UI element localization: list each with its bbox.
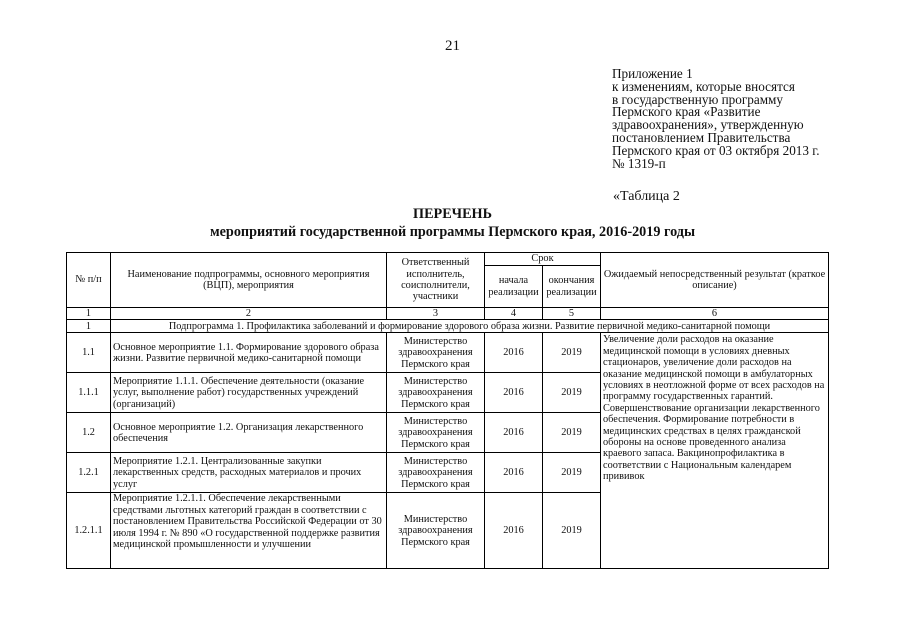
- row-name: Мероприятие 1.2.1. Централизованные закупки лекарственных средств, расходных материалов и прочих услуг: [111, 453, 387, 493]
- appendix-line: Пермского края «Развитие: [612, 104, 761, 120]
- header-result: Ожидаемый непосредственный результат (краткое описание): [601, 253, 829, 308]
- row-end: 2019: [543, 453, 601, 493]
- row-responsible: Министерство здравоохранения Пермского края: [387, 453, 485, 493]
- row-name: Основное мероприятие 1.1. Формирование здорового образа жизни. Развитие первичной медико-санитарной помощи: [111, 333, 387, 373]
- row-end: 2019: [543, 493, 601, 569]
- row-num: 1.1: [67, 333, 111, 373]
- row-end: 2019: [543, 333, 601, 373]
- header-start: начала реализации: [485, 266, 543, 308]
- subprogram-row: [67, 320, 829, 333]
- row-responsible: Министерство здравоохранения Пермского края: [387, 493, 485, 569]
- appendix-line: в государственную программу: [612, 91, 783, 107]
- appendix-line: Приложение 1: [612, 66, 693, 81]
- appendix-line: здравоохранения», утвержденную: [612, 117, 804, 133]
- header-term: Срок: [485, 253, 601, 266]
- row-responsible: Министерство здравоохранения Пермского края: [387, 373, 485, 413]
- table-row: [67, 333, 829, 373]
- document-title: ПЕРЕЧЕНЬ: [413, 206, 492, 222]
- row-name: Мероприятие 1.2.1.1. Обеспечение лекарственными средствами льготных категорий граждан в соответствии с постановлением Правительства Российской Федерации от 30 июля 1994 г. № 890 «О государственной поддержке развития медицинской промышленности и улучшении: [111, 493, 387, 569]
- appendix-line: к изменениям, которые вносятся: [612, 78, 795, 94]
- appendix-line: постановлением Правительства: [612, 129, 791, 145]
- header-num: № п/п: [67, 253, 111, 308]
- header-responsible: Ответственный исполнитель, соисполнители, участники: [387, 253, 485, 308]
- column-number: 2: [111, 308, 387, 320]
- appendix-line: Пермского края от 03 октября 2013 г.: [612, 142, 820, 158]
- table-note: «Таблица 2: [613, 189, 680, 204]
- document-subtitle: мероприятий государственной программы Пермского края, 2016-2019 годы: [209, 224, 696, 240]
- column-number: 5: [543, 308, 601, 320]
- row-responsible: Министерство здравоохранения Пермского края: [387, 413, 485, 453]
- column-number: 3: [387, 308, 485, 320]
- column-number: 6: [601, 308, 829, 320]
- page-number: 21: [445, 38, 460, 54]
- row-num: 1.2.1: [67, 453, 111, 493]
- row-num: 1.2: [67, 413, 111, 453]
- header-name: Наименование подпрограммы, основного мероприятия (ВЦП), мероприятия: [111, 253, 387, 308]
- header-end: окончания реализации: [543, 266, 601, 308]
- expected-result: Увеличение доли расходов на оказание медицинской помощи в условиях дневных стационаров, увеличение доли расходов на оказание медицинской помощи в амбулаторных условиях в неотложной форме от всех расходов на программу государственных гарантий. Совершенствование организации лекарственного обеспечения. Формирование потребности в медицинских средствах в целях гражданской обороны на основе проведенного анализа краевого запаса. Вакцинопрофилактика в соответствии с Национальным календарем прививок: [601, 333, 829, 569]
- row-end: 2019: [543, 413, 601, 453]
- row-start: 2016: [485, 373, 543, 413]
- row-end: 2019: [543, 373, 601, 413]
- row-start: 2016: [485, 413, 543, 453]
- row-start: 2016: [485, 453, 543, 493]
- subprogram-title: Подпрограмма 1. Профилактика заболеваний и формирование здорового образа жизни. Развитие первичной медико-санитарной помощи: [111, 320, 829, 333]
- appendix-line: № 1319-п: [612, 155, 666, 171]
- column-number-row: [67, 308, 829, 320]
- column-number: 4: [485, 308, 543, 320]
- row-num: 1.1.1: [67, 373, 111, 413]
- column-number: 1: [67, 308, 111, 320]
- subprogram-num: 1: [67, 320, 111, 333]
- measures-table: [66, 252, 829, 569]
- appendix-heading: [612, 68, 820, 170]
- row-start: 2016: [485, 493, 543, 569]
- row-responsible: Министерство здравоохранения Пермского края: [387, 333, 485, 373]
- row-start: 2016: [485, 333, 543, 373]
- row-name: Основное мероприятие 1.2. Организация лекарственного обеспечения: [111, 413, 387, 453]
- row-name: Мероприятие 1.1.1. Обеспечение деятельности (оказание услуг, выполнение работ) государственных учреждений (организаций): [111, 373, 387, 413]
- row-num: 1.2.1.1: [67, 493, 111, 569]
